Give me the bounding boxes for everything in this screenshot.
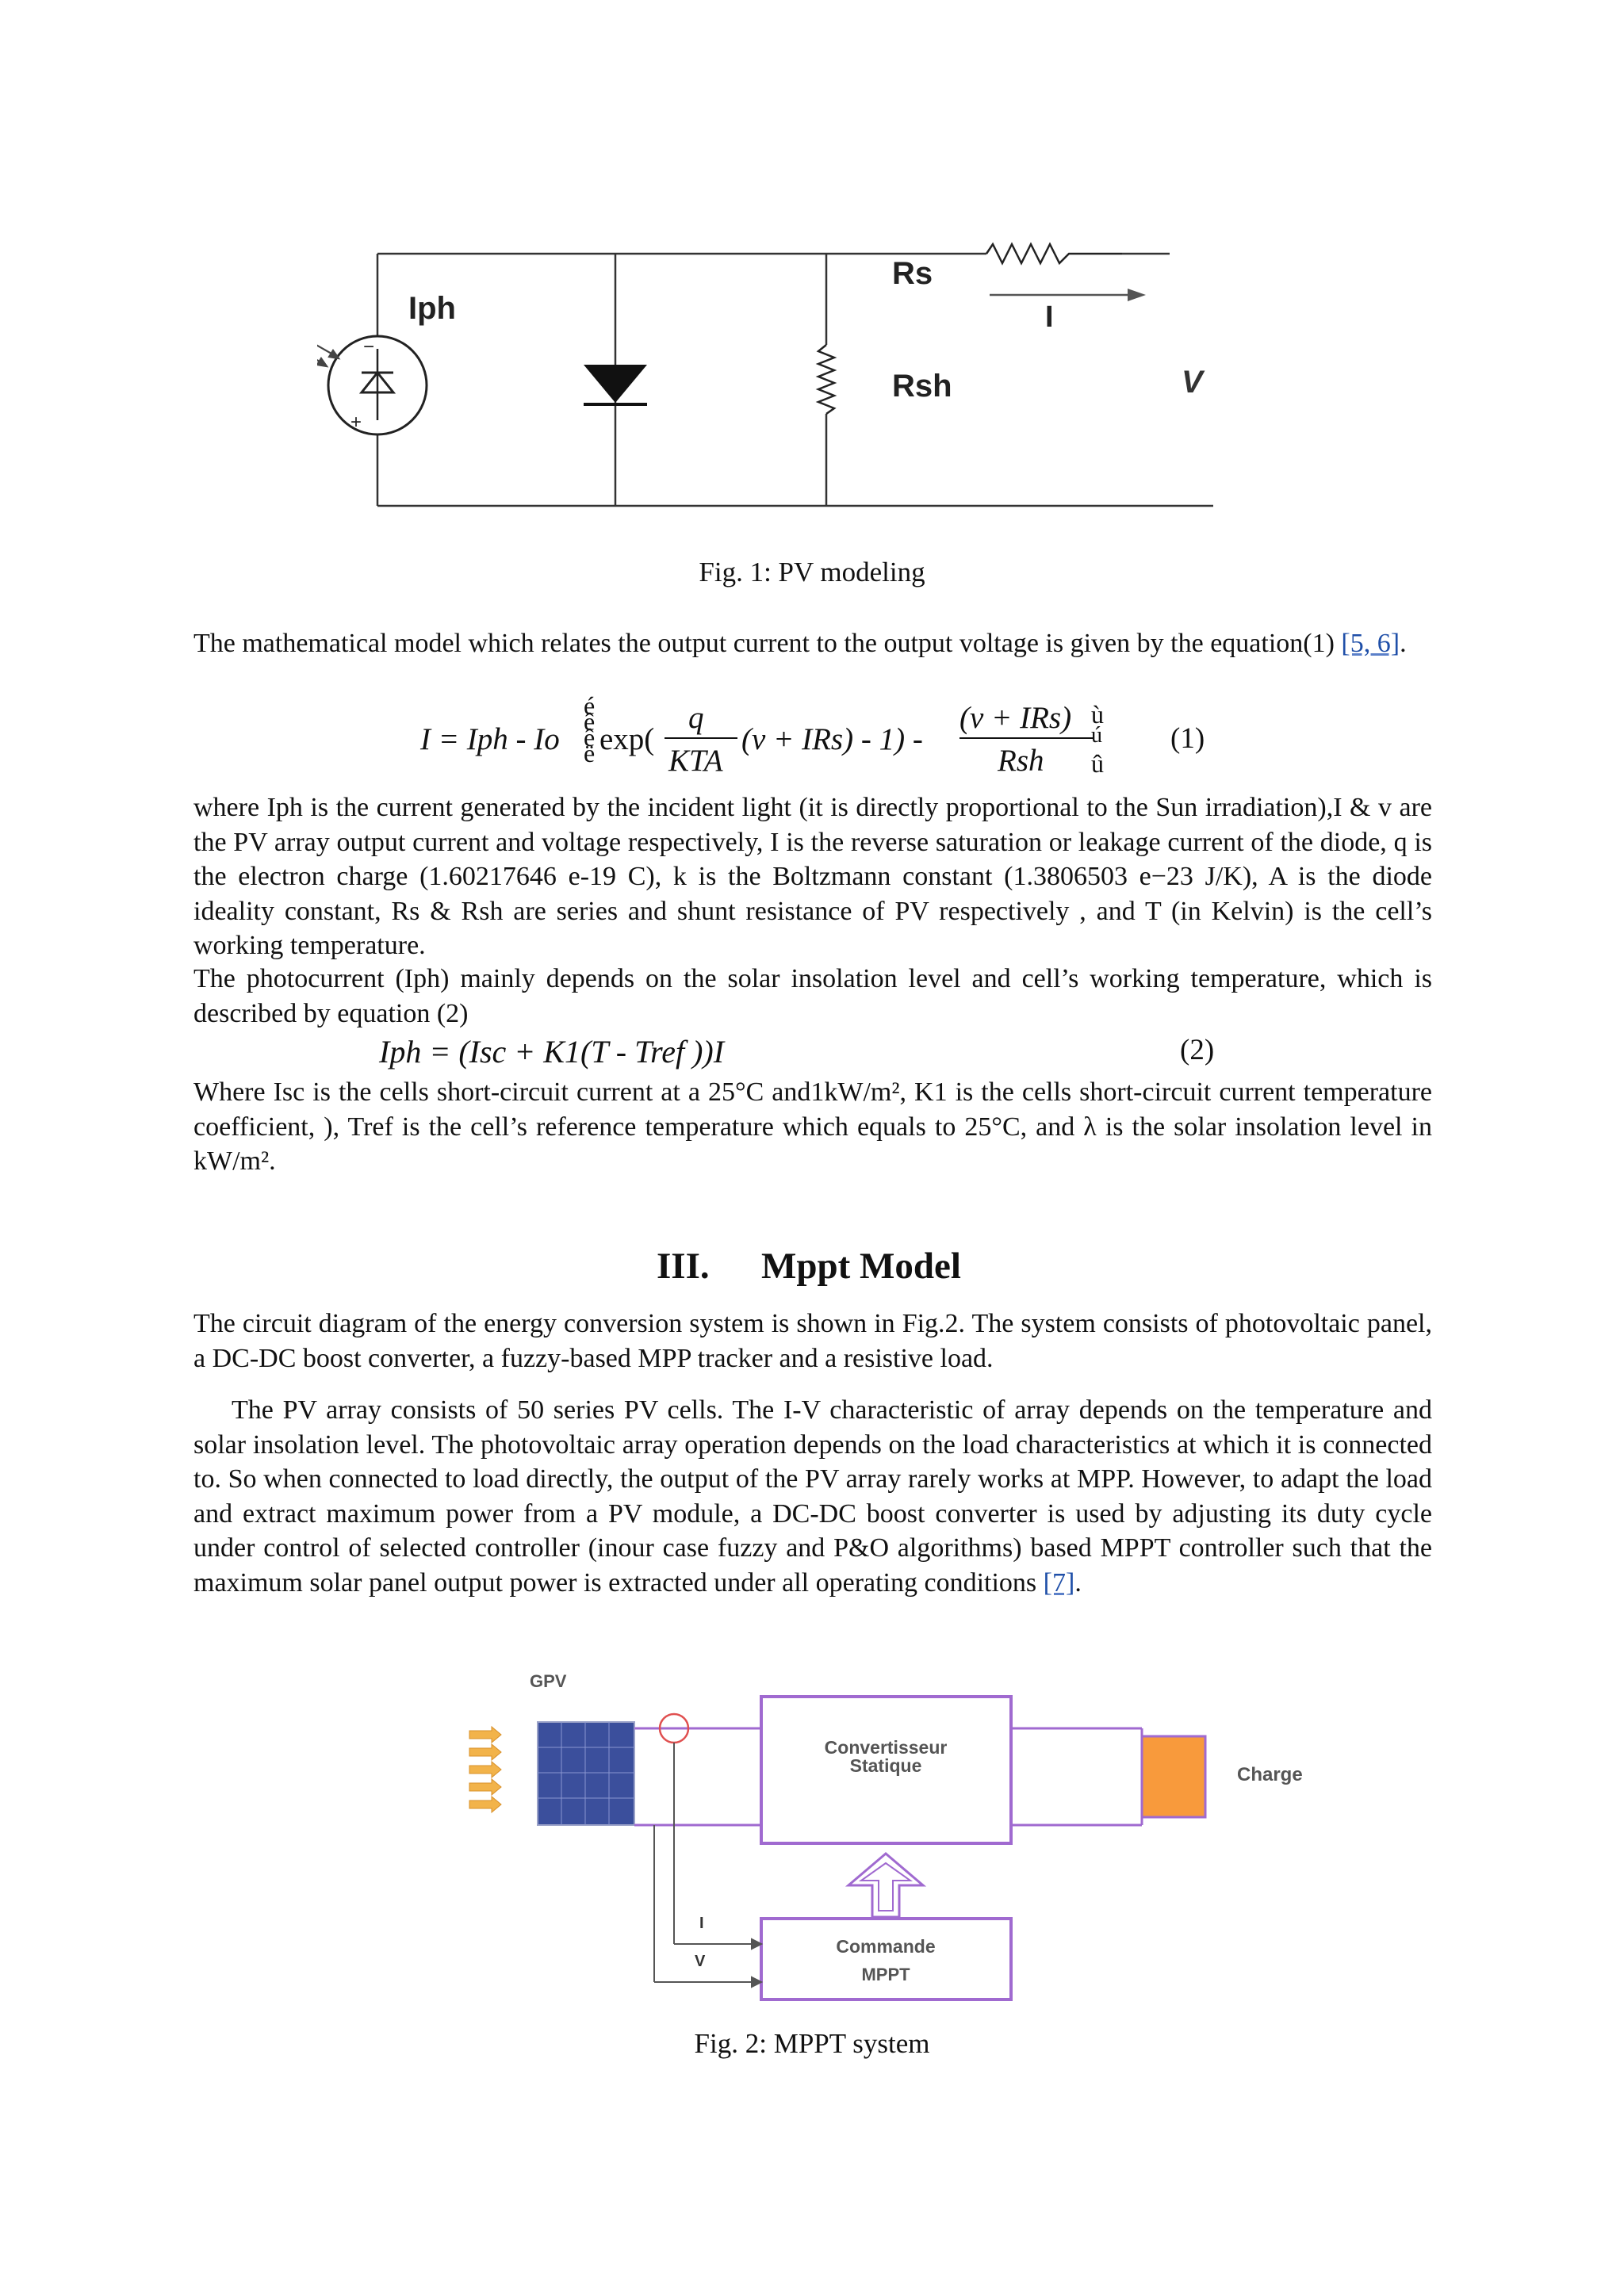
figure-1-pv-circuit [317,230,1229,515]
equation-1-number: (1) [1170,722,1205,755]
sun-arrow-icon [469,1744,501,1760]
shunt-resistor-icon [818,345,834,414]
v-label: V [1182,365,1203,400]
svg-text:−: − [363,336,375,358]
paragraph-end: . [1074,1567,1082,1598]
citation-link[interactable]: [5, 6] [1341,629,1400,658]
charge-label: Charge [1237,1764,1303,1785]
sunlight-arrows-icon [469,1727,501,1812]
equation-1-left-bracket: é ê ê ë [584,691,596,767]
equation-1-frac2-den: Rsh [998,744,1044,778]
paragraph-end: . [1400,629,1407,658]
converter-label-line2: Statique [849,1755,922,1776]
solar-panel-icon [538,1722,634,1825]
command-label-line2: MPPT [861,1965,910,1984]
paragraph-model-intro [193,626,1432,661]
paragraph-pv-array [193,1393,1432,1600]
sun-arrow-icon [469,1797,501,1812]
equation-1-frac2-num: (v + IRs) [959,701,1072,735]
diode-icon [584,365,647,404]
i-label: I [1045,300,1054,334]
equation-1-exp: exp( [599,722,655,756]
equation-1-right-bracket-mid: ú [1091,723,1102,748]
figure-1-caption: Fig. 1: PV modeling [699,557,925,587]
converter-label-line1: Convertisseur [824,1737,948,1758]
paragraph-text: The mathematical model which relates the output current to the output voltage is given by the equation(1) [193,629,1342,658]
equation-1-right-bracket-top: ù [1091,700,1104,729]
citation-link[interactable]: [7] [1043,1567,1075,1598]
equation-1-middle: (v + IRs) - 1) - [741,722,923,756]
v-sense-label: V [695,1953,706,1970]
equation-2: Iph = (Isc + K1(T - Tref ))I [379,1034,725,1070]
control-signal-arrow-icon [848,1854,923,1917]
paragraph-circuit-diagram: The circuit diagram of the energy conversion system is shown in Fig.2. The system consists of photovoltaic panel, a DC-DC boost converter, a fuzzy-based MPP tracker and a resistive load. [193,1309,1432,1373]
photo-current-source-icon [317,336,427,434]
paragraph-photocurrent: The photocurrent (Iph) mainly depends on the solar insolation level and cell’s working temperature, which is described by equation (2) [193,964,1432,1028]
section-title: Mppt Model [761,1246,961,1287]
equation-1-right-bracket-bot: û [1091,749,1104,778]
current-arrow-icon [990,289,1146,301]
series-resistor-icon [986,244,1122,263]
fraction-bar [959,737,1093,739]
equation-1-lhs: I = Iph - Io [420,722,560,756]
gpv-label: GPV [530,1671,567,1691]
fraction-bar [665,737,737,739]
svg-text:+: + [350,411,362,433]
paragraph-text: The PV array consists of 50 series PV cells. The I-V characteristic of array depends on the temperature and solar insolation level. The photovoltaic array operation depends on the load characteristics at which it is connected to. So when connected to load directly, the output of the PV array rarely works at MPP. However, to adapt the load and extract maximum power from a PV module, a DC-DC boost converter is used by adjusting its duty cycle under control of selected controller (inour case fuzzy and P&O algorithms) based MPPT controller such that the maximum solar panel output power is extracted under all operating conditions [193,1395,1432,1598]
figure-2-mppt-system [460,1665,1348,2006]
equation-1-frac1-num: q [688,701,704,735]
mppt-command-box [761,1919,1011,1999]
i-sense-label: I [699,1915,704,1932]
paragraph-where: where Iph is the current generated by the incident light (it is directly proportional to the Sun irradiation),I & v are the PV array output current and voltage respectively, I is the reverse saturation or leakage current of the diode, q is the electron charge (1.60217646 e-19 C), k is the Boltzmann constant (1.3806503 e−23 J/K), A is the diode ideality constant, Rs & Rsh are series and shunt resistance of PV respectively , and T (in Kelvin) is the cell’s working temperature. [193,793,1432,960]
equation-1-frac1-den: KTA [668,744,723,778]
rsh-label: Rsh [892,369,952,404]
sun-arrow-icon [469,1779,501,1795]
rs-label: Rs [892,256,933,291]
load-resistor [1142,1736,1205,1817]
section-number: III. [657,1246,710,1287]
command-label-line1: Commande [836,1936,936,1957]
iph-label: Iph [408,291,456,326]
paragraph-where-isc: Where Isc is the cells short-circuit current at a 25°C and1kW/m², K1 is the cells short-circuit current temperature coefficient, ), Tref is the cell’s reference temperature which equals to 25°C, and λ is the solar insolation level in kW/m². [193,1077,1432,1176]
sun-arrow-icon [469,1727,501,1743]
equation-2-number: (2) [1180,1034,1215,1066]
figure-2-caption: Fig. 2: MPPT system [694,2028,930,2059]
sun-arrow-icon [469,1762,501,1777]
